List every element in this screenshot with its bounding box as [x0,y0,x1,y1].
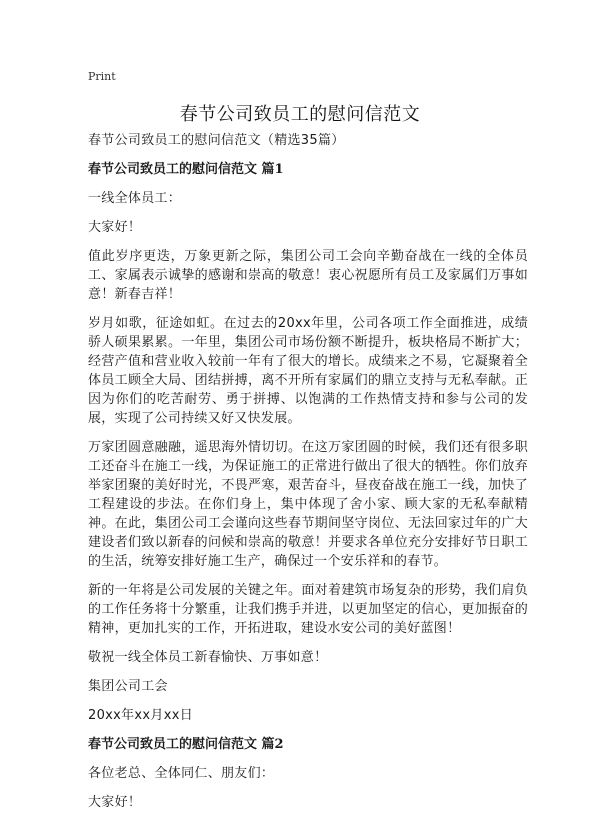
section-heading: 春节公司致员工的慰问信范文 篇2 [88,737,284,752]
paragraph: 岁月如歌，征途如虹。在过去的20xx年里，公司各项工作全面推进，成绩骄人硕果累累。一年里，集团公司市场份额不断提升，板块格局不断扩大；经营产值和营业收入较前一年有了很大的增长。成绩来之不易，它凝聚着全体员工顾全大局、团结拼搏，离不开所有家属们的鼎立支持与无私奉献。正因为你们的吃苦耐劳、勇于拼搏、以饱满的工作热情支持和参与公司的发展，实现了公司持续又好又快发展。 [88,316,528,426]
signature: 集团公司工会 [88,679,168,694]
paragraph: 值此岁序更迭，万象更新之际，集团公司工会向辛勤奋战在一线的全体员工、家属表示诚挚的感谢和崇高的敬意！衷心祝愿所有员工及家属们万事如意！新春吉祥！ [88,249,528,302]
paragraph: 新的一年将是公司发展的关键之年。面对着建筑市场复杂的形势，我们肩负的工作任务将十分繁重，让我们携手并进，以更加坚定的信心，更加振奋的精神，更加扎实的工作，开拓进取，建设水安公司的美好蓝图！ [88,583,528,636]
salutation: 一线全体员工： [88,191,182,206]
paragraph: 万家团圆意融融，遥思海外情切切。在这万家团圆的时候，我们还有很多职工还奋斗在施工一线，为保证施工的正常进行做出了很大的牺牲。你们放弃举家团聚的美好时光，不畏严寒，艰苦奋斗，昼夜奋战在施工一线，加快了工程建设的步法。在你们身上，集中体现了舍小家、顾大家的无私奉献精神。在此，集团公司工会谨向这些春节期间坚守岗位、无法回家过年的广大建设者们致以新春的问候和崇高的敬意！并要求各单位充分安排好节日职工的生活，统筹安排好施工生产，确保过一个安乐祥和的春节。 [88,440,528,569]
date: 20xx年xx月xx日 [88,708,194,723]
greeting: 大家好！ [88,220,142,235]
subtitle: 春节公司致员工的慰问信范文（精选35篇） [88,133,345,148]
greeting: 大家好！ [88,795,142,810]
closing-wish: 敬祝一线全体员工新春愉快、万事如意！ [88,650,328,665]
document-body [88,131,528,822]
document-title: 春节公司致员工的慰问信范文 [179,104,421,125]
print-label[interactable]: Print [88,70,116,83]
section-heading: 春节公司致员工的慰问信范文 篇1 [88,162,284,177]
salutation: 各位老总、全体同仁、朋友们： [88,766,275,781]
